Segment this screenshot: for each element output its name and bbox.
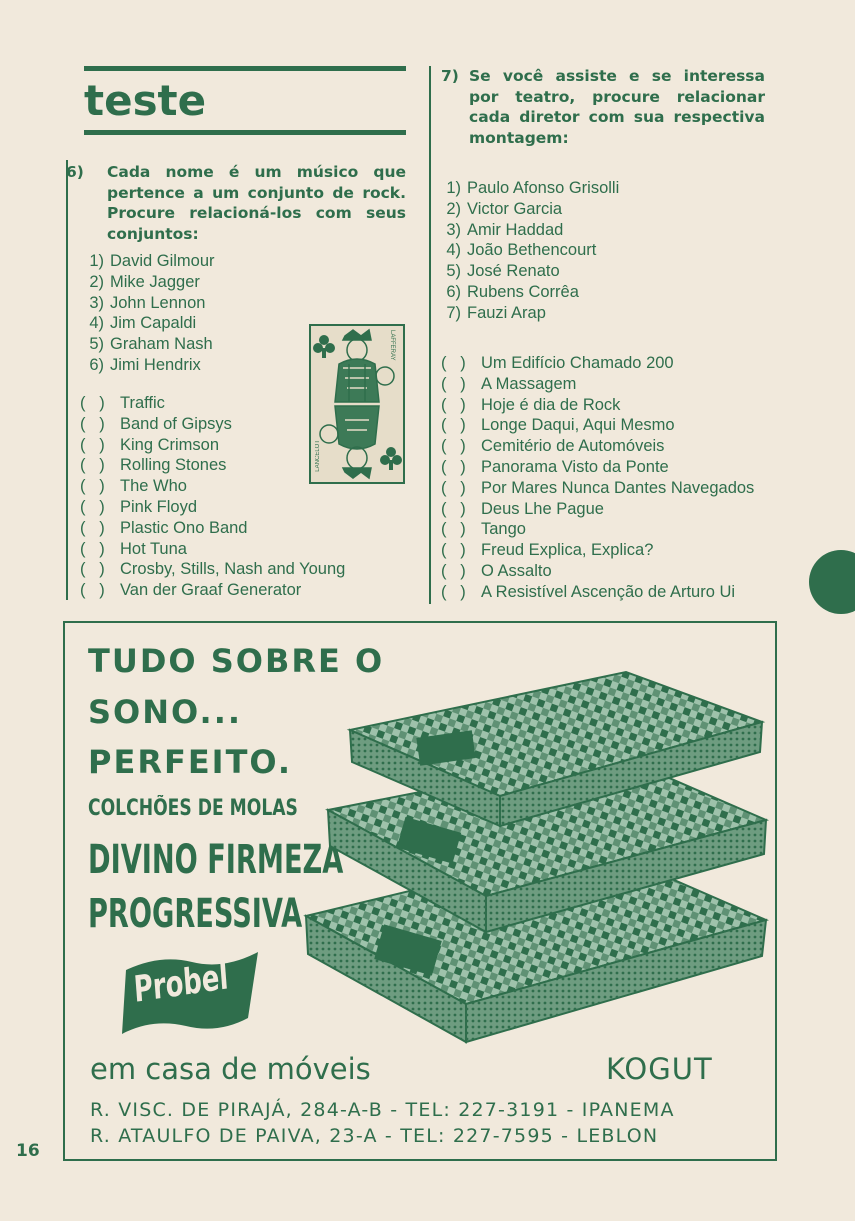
ad-address-1: R. VISC. DE PIRAJÁ, 284-A-B - TEL: 227-3191 - IPANEMA [90,1099,675,1121]
q6-musician-list [76,251,215,376]
ad-product-1: DIVINO FIRMEZA [88,837,344,883]
section-tab-dot [809,550,855,614]
q6-band-option-blank: ( ) [80,560,105,579]
q6-musician-item-number: 6) [89,355,104,374]
q7-play-option-blank: ( ) [441,541,466,560]
q7-play-option-label: O Assalto [481,561,552,580]
ad-headline-2: SONO... [88,693,242,731]
q6-musician-item [76,355,215,376]
q7-director-item-number: 5) [446,262,461,281]
q7-director-item-name: Amir Haddad [467,220,564,239]
q6-band-option [80,476,345,497]
q6-band-option-label: Van der Graaf Generator [120,581,302,600]
q7-play-option-blank: ( ) [441,395,466,414]
ad-headline-3: PERFEITO. [88,743,293,781]
q7-play-option [441,582,754,603]
page-title: teste [84,76,207,125]
q7-director-item [433,178,619,199]
q7-director-item-name: João Bethencourt [467,241,597,260]
q7-play-option-label: A Massagem [481,374,577,393]
probel-logo [120,948,262,1038]
q6-musician-item-name: Jimi Hendrix [110,355,201,374]
q6-musician-item [76,272,215,293]
q7-director-item [433,303,619,324]
q7-play-option-blank: ( ) [441,437,466,456]
q6-musician-item-number: 5) [89,335,104,354]
q6-band-option [80,518,345,539]
q7-play-option [441,519,754,540]
q7-director-item-name: Victor Garcia [467,199,563,218]
q6-question [66,162,406,244]
probel-brand-text: Probel [132,956,230,1011]
header-rule-top [84,66,406,71]
q6-band-option-label: Rolling Stones [120,456,227,475]
q6-band-option-blank: ( ) [80,539,105,558]
q7-play-option-blank: ( ) [441,354,466,372]
q7-question [441,66,765,148]
q6-band-option-blank: ( ) [80,477,105,496]
q6-musician-item-name: Mike Jagger [110,272,200,291]
ad-product-2: PROGRESSIVA [88,891,303,937]
q6-band-option-blank: ( ) [80,581,105,600]
q7-play-option [441,415,754,436]
q7-play-option-blank: ( ) [441,520,466,539]
q7-play-option [441,478,754,499]
q7-text: Se você assiste e se interessa por teatro, procure relacionar cada diretor com sua respectiva montagem: [469,67,765,147]
q6-band-option-label: King Crimson [120,435,220,454]
q6-text: Cada nome é um músico que pertence a um conjunto de rock. Procure relacioná-los com seus conjuntos: [107,163,406,243]
q7-play-option-blank: ( ) [441,457,466,476]
q7-play-option [441,561,754,582]
page-number: 16 [16,1141,40,1161]
q7-director-item [433,220,619,241]
q7-play-option-blank: ( ) [441,416,466,435]
ad-subline: COLCHÕES DE MOLAS [88,796,298,821]
q6-musician-item-name: Graham Nash [110,335,213,354]
q7-play-option-label: Deus Lhe Pague [481,499,604,518]
q7-play-option [441,499,754,520]
q6-band-option [80,497,345,518]
card-text-top: LAFFERAY [389,330,395,361]
q7-play-option [441,395,754,416]
q7-play-option [441,374,754,395]
q7-play-option-label: Cemitério de Automóveis [481,437,665,456]
q6-number: 6) [66,163,84,181]
q7-play-option-blank: ( ) [441,582,466,601]
q6-band-option-label: Pink Floyd [120,497,198,516]
q6-band-option-label: The Who [120,477,187,496]
q6-musician-item [76,334,215,355]
q6-band-option [80,414,345,435]
q7-director-item-name: Fauzi Arap [467,303,546,322]
q7-director-item-name: Paulo Afonso Grisolli [467,179,620,197]
q6-band-option-label: Hot Tuna [120,539,187,558]
q6-musician-item-number: 3) [89,293,104,312]
q7-director-item-name: José Renato [467,262,560,281]
q7-play-option-blank: ( ) [441,478,466,497]
q7-play-option-label: A Resistível Ascenção de Arturo Ui [481,582,736,601]
q7-number: 7) [441,67,459,85]
q7-play-option-blank: ( ) [441,561,466,580]
q6-band-option-label: Plastic Ono Band [120,518,248,537]
q7-play-option-blank: ( ) [441,374,466,393]
q6-band-option [80,435,345,456]
q7-director-item-name: Rubens Corrêa [467,282,579,301]
q7-play-option [441,436,754,457]
q6-musician-item-number: 1) [89,252,104,270]
ad-address-2: R. ATAULFO DE PAIVA, 23-A - TEL: 227-7595 - LEBLON [90,1125,659,1147]
q6-band-option-label: Crosby, Stills, Nash and Young [120,560,346,579]
q6-musician-item [76,251,215,272]
header-rule-bottom [84,130,406,135]
ad-where-text: em casa de móveis [90,1052,371,1086]
q7-play-option-label: Panorama Visto da Ponte [481,457,669,476]
q7-director-item-number: 3) [446,220,461,239]
q6-band-option [80,539,345,560]
ad-headline-1: TUDO SOBRE O [88,642,385,680]
q6-band-option-label: Band of Gipsys [120,414,232,433]
q6-band-option [80,393,345,414]
q7-director-item [433,240,619,261]
q6-musician-item-name: John Lennon [110,293,206,312]
q6-band-options [80,393,345,601]
q7-play-option-label: Tango [481,520,526,539]
q6-musician-item [76,293,215,314]
mattress-illustration [296,670,776,1080]
q7-director-item [433,282,619,303]
q7-director-item-number: 1) [446,179,461,197]
q7-play-option [441,457,754,478]
q7-play-option-label: Freud Explica, Explica? [481,541,654,560]
q6-musician-item-number: 2) [89,272,104,291]
q7-play-option-label: Um Edifício Chamado 200 [481,354,674,372]
q6-band-option-blank: ( ) [80,518,105,537]
q7-director-item-number: 6) [446,282,461,301]
q6-band-option-blank: ( ) [80,497,105,516]
q6-musician-item-number: 4) [89,314,104,333]
q7-play-options [441,353,754,603]
q7-play-option-blank: ( ) [441,499,466,518]
q6-band-option [80,559,345,580]
q6-band-option-label: Traffic [120,394,165,412]
q7-play-option [441,353,754,374]
q6-musician-item-name: Jim Capaldi [110,314,197,333]
q6-band-option-blank: ( ) [80,414,105,433]
q6-band-option [80,580,345,601]
q7-play-option-label: Hoje é dia de Rock [481,395,621,414]
ad-store-name: KOGUT [606,1052,713,1086]
q6-musician-item-name: David Gilmour [110,252,215,270]
q6-band-option-blank: ( ) [80,394,105,412]
q6-band-option-blank: ( ) [80,435,105,454]
q7-director-list [433,178,619,324]
card-text-bottom: LANCELOT [315,440,321,472]
q7-director-item-number: 2) [446,199,461,218]
q6-band-option [80,455,345,476]
q7-play-option [441,540,754,561]
q7-director-item [433,261,619,282]
q7-director-item-number: 7) [446,303,461,322]
q6-band-option-blank: ( ) [80,456,105,475]
q7-director-item [433,199,619,220]
q7-margin-line [429,66,431,604]
q6-musician-item [76,313,215,334]
q7-director-item-number: 4) [446,241,461,260]
q7-play-option-label: Longe Daqui, Aqui Mesmo [481,416,675,435]
q7-play-option-label: Por Mares Nunca Dantes Navegados [481,478,755,497]
